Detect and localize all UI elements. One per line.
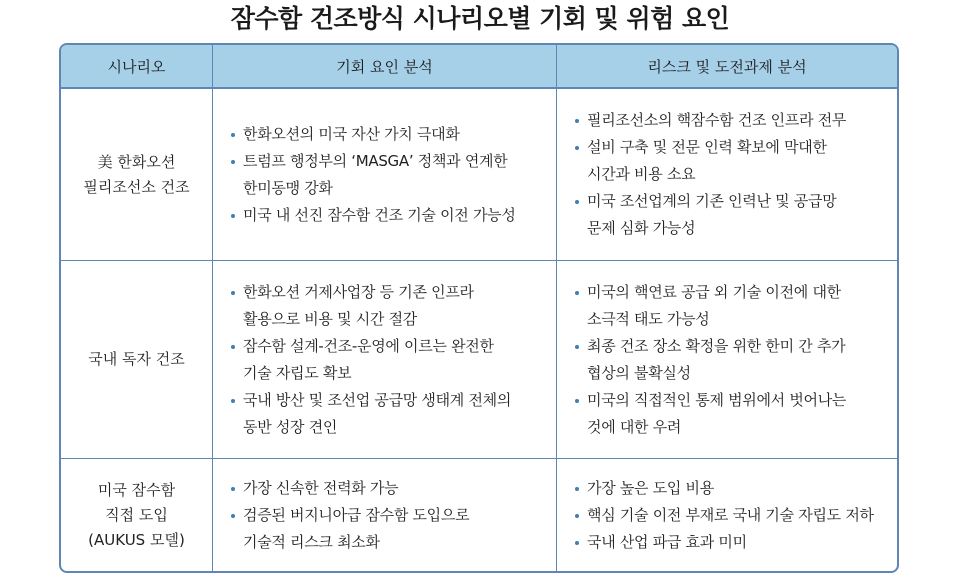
header-risks: 리스크 및 도전과제 분석 <box>557 45 897 89</box>
opportunity-list <box>231 279 511 441</box>
list-item: 미국의 직접적인 통제 범위에서 벗어나는 것에 대한 우려 <box>575 387 846 441</box>
page-title: 잠수함 건조방식 시나리오별 기회 및 위험 요인 <box>230 4 730 33</box>
list-item: 검증된 버지니아급 잠수함 도입으로 기술적 리스크 최소화 <box>231 502 469 556</box>
scenario-line: 필리조선소 건조 <box>83 177 190 196</box>
list-item: 한화오션 거제사업장 등 기존 인프라 활용으로 비용 및 시간 절감 <box>231 279 511 333</box>
scenario-cell <box>61 261 213 459</box>
list-item: 국내 방산 및 조선업 공급망 생태계 전체의 동반 성장 견인 <box>231 387 511 441</box>
opportunity-cell <box>213 89 557 261</box>
list-item: 최종 건조 장소 확정을 위한 한미 간 추가 협상의 불확실성 <box>575 333 846 387</box>
scenario-line: 직접 도입 <box>105 505 168 524</box>
list-item: 잠수함 설계-건조-운영에 이르는 완전한 기술 자립도 확보 <box>231 333 511 387</box>
header-opportunities: 기회 요인 분석 <box>213 45 557 89</box>
list-item: 트럼프 행정부의 ‘MASGA’ 정책과 연계한 한미동맹 강화 <box>231 148 516 202</box>
opportunity-list <box>231 121 516 229</box>
list-item: 미국의 핵연료 공급 외 기술 이전에 대한 소극적 태도 가능성 <box>575 279 846 333</box>
list-item: 미국 조선업계의 기존 인력난 및 공급망 문제 심화 가능성 <box>575 188 846 242</box>
risk-list <box>575 107 846 242</box>
scenario-table <box>59 43 899 573</box>
risk-cell <box>557 261 897 459</box>
opportunity-list <box>231 475 469 556</box>
scenario-line: 美 한화오션 <box>97 152 176 171</box>
list-item: 필리조선소의 핵잠수함 건조 인프라 전무 <box>575 107 846 134</box>
risk-list <box>575 475 874 556</box>
list-item: 가장 신속한 전력화 가능 <box>231 475 469 502</box>
list-item: 핵심 기술 이전 부재로 국내 기술 자립도 저하 <box>575 502 874 529</box>
list-item: 국내 산업 파급 효과 미미 <box>575 529 874 556</box>
scenario-cell <box>61 459 213 571</box>
scenario-line: 국내 독자 건조 <box>88 350 185 368</box>
list-item: 가장 높은 도입 비용 <box>575 475 874 502</box>
scenario-line: 미국 잠수함 <box>97 480 176 499</box>
risk-cell <box>557 459 897 571</box>
list-item: 한화오션의 미국 자산 가치 극대화 <box>231 121 516 148</box>
scenario-line: (AUKUS 모델) <box>88 530 185 549</box>
risk-list <box>575 279 846 441</box>
list-item: 설비 구축 및 전문 인력 확보에 막대한 시간과 비용 소요 <box>575 134 846 188</box>
risk-cell <box>557 89 897 261</box>
opportunity-cell <box>213 261 557 459</box>
opportunity-cell <box>213 459 557 571</box>
list-item: 미국 내 선진 잠수함 건조 기술 이전 가능성 <box>231 202 516 229</box>
scenario-cell <box>61 89 213 261</box>
header-scenario: 시나리오 <box>61 45 213 89</box>
